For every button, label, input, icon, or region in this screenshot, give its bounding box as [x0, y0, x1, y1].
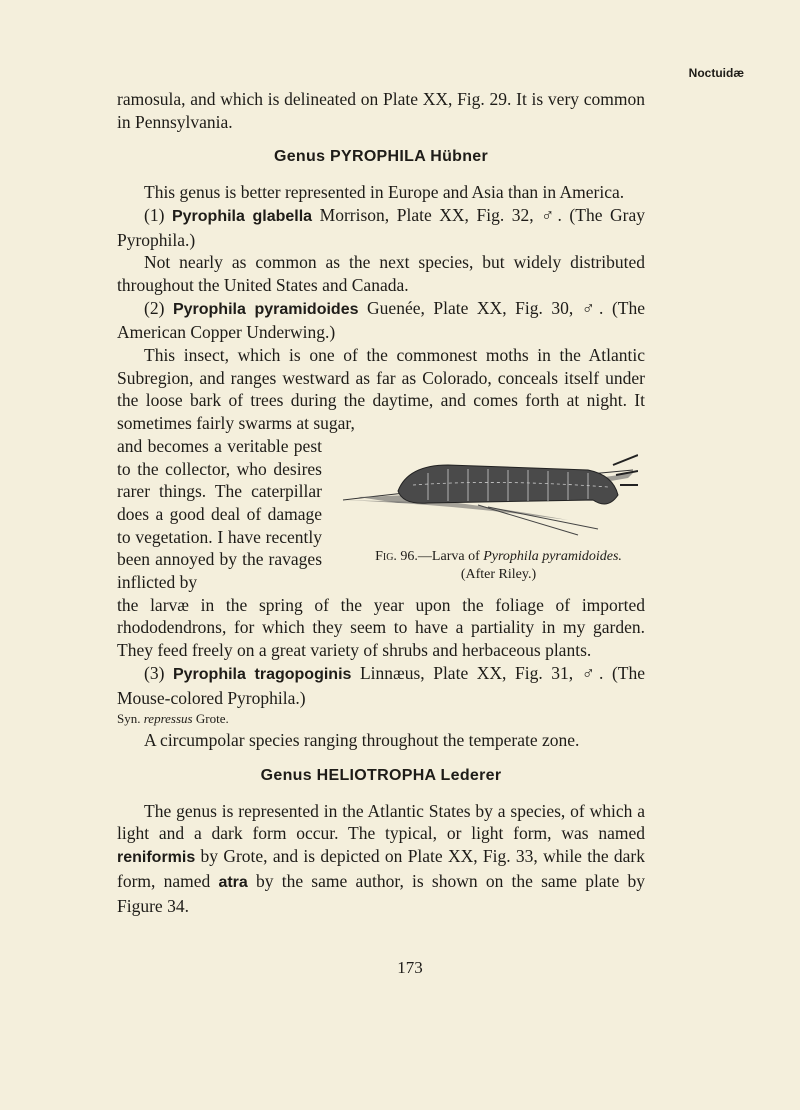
- paragraph-circumpolar: A circumpolar species ranging throughout the temperate zone.: [144, 730, 580, 751]
- paragraph-pyramidoides-notes: This insect, which is one of the commonest moths in the Atlantic Subregion, and ranges westward as far as Colorado, conceals itself under the loose bark of trees during the daytime, and comes forth at night. It sometimes fairly swarms at sugar,: [117, 345, 645, 434]
- synonym-note: Syn. repressus Grote.: [117, 711, 229, 727]
- figure-caption: Fig. 96.—Larva of Pyrophila pyramidoides. (After Riley.): [375, 548, 622, 582]
- running-head: Noctuidæ: [688, 66, 744, 80]
- wrapped-text: and becomes a veritable pest to the collector, who desires rarer things. The caterpillar does a good deal of damage to vegetation. I have recently been annoyed by the ravages inflicted by: [117, 435, 322, 593]
- species-entry-glabella: (1) Pyrophila glabella Morrison, Plate XX, Fig. 32, ♂. (The Gray Pyrophila.): [117, 204, 645, 250]
- species-name: Pyrophila pyramidoides: [172, 300, 359, 318]
- paragraph-glabella-notes: Not nearly as common as the next species, but widely distributed throughout the United States and Canada.: [117, 252, 645, 295]
- paragraph-ramosula: ramosula, and which is delineated on Plate XX, Fig. 29. It is very common in Pennsylvania.: [117, 89, 645, 132]
- species-name: Pyrophila glabella: [171, 207, 313, 225]
- caterpillar-illustration: [338, 445, 638, 545]
- page-number: 173: [397, 958, 423, 977]
- species-name: Pyrophila tragopoginis: [172, 665, 352, 683]
- paragraph-genus-intro: This genus is better represented in Europe and Asia than in America.: [144, 182, 625, 203]
- figure-block: [117, 435, 645, 594]
- genus-heading-pyrophila: Genus PYROPHILA Hübner: [273, 148, 489, 166]
- paragraph-heliotropha: The genus is represented in the Atlantic States by a species, of which a light and a dark form occur. The typical, or light form, was named reniformis by Grote, and is depicted on Plate XX, Fig. 33, while the dark form, named atra by the same author, is shown on the same plate by Figure 34.: [117, 800, 645, 916]
- figure-96: [322, 435, 645, 594]
- species-entry-tragopoginis: (3) Pyrophila tragopoginis Linnæus, Plate XX, Fig. 31, ♂. (The Mouse-colored Pyrophila.): [117, 662, 646, 708]
- genus-heading-heliotropha: Genus HELIOTROPHA Lederer: [260, 766, 502, 784]
- body-text: [117, 88, 645, 917]
- paragraph-continued: the larvæ in the spring of the year upon the foliage of imported rhododendrons, for which they seem to have a partiality in my garden. They feed freely on a great variety of shrubs and herbaceous plants.: [117, 594, 645, 661]
- species-entry-pyramidoides: (2) Pyrophila pyramidoides Guenée, Plate XX, Fig. 30, ♂. (The American Copper Underwing.): [117, 297, 645, 343]
